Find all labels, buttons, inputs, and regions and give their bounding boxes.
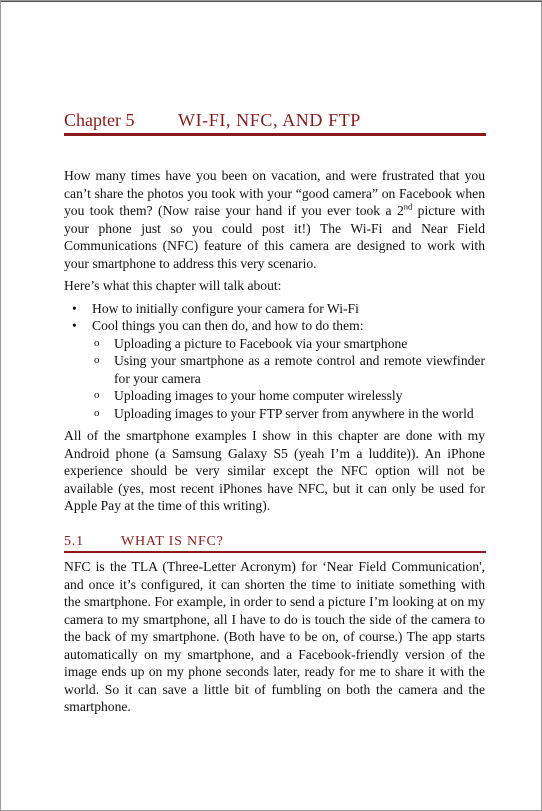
sub-list-item: o Uploading images to your home computer wirelessly — [92, 387, 485, 405]
section-title: WHAT IS NFC? — [121, 534, 224, 549]
chapter-number: Chapter 5 — [64, 110, 135, 130]
ordinal-superscript: nd — [403, 201, 413, 212]
list-item: • How to initially configure your camera for Wi-Fi — [64, 300, 485, 318]
list-item: • Cool things you can then do, and how to do them: o Uploading a picture to Facebook via your smartphone o Using your smartphone as a remote control and remote viewfinder for your camera o Uploading images to your home computer wirelessly o Uploading images to your FTP server from anywhere in the world — [64, 317, 485, 422]
section-text — [64, 558, 485, 716]
page-top-edge — [1, 1, 542, 2]
sub-list-item: o Uploading a picture to Facebook via your smartphone — [92, 335, 485, 353]
chapter-heading — [64, 109, 486, 131]
section-number: 5.1 — [64, 534, 84, 549]
chapter-title: WI-FI, NFC, AND FTP — [178, 110, 361, 130]
intro-paragraph-2: Here’s what this chapter will talk about: — [64, 278, 282, 293]
section-heading-rule — [64, 551, 486, 553]
section-paragraph-1: NFC is the TLA (Three-Letter Acronym) for ‘Near Field Communication', and once it’s configured, it can shorten the time to initiate something with the smartphone. For example, in order to send a picture I’m looking at on my camera to my smartphone, all I have to do is touch the side of the camera to the back of my smartphone. (Both have to be on, of course.) The app starts automatically on my smartphone, and a Facebook-friendly version of the image ends up on my phone seconds later, ready for me to share it with the world. So it can save a little bit of fumbling on both the camera and the smartphone. — [64, 559, 485, 714]
sub-list-item: o Using your smartphone as a remote control and remote viewfinder for your camera — [92, 352, 485, 387]
chapter-topics-list — [64, 300, 485, 423]
intro-text — [64, 167, 485, 520]
intro-paragraph-3: All of the smartphone examples I show in this chapter are done with my Android phone (a Samsung Galaxy S5 (yeah I’m a luddite)). An iPhone experience should be very similar except the NFC option will not be available (yes, most recent iPhones have NFC, but it can only be used for Apple Pay at the time of this writing). — [64, 428, 485, 513]
intro-paragraph-1: How many times have you been on vacation, and were frustrated that you can’t share the photos you took with your “good camera” on Facebook when you took them? (Now raise your hand if you ever took a 2nd picture with your phone just so you could post it!) The Wi-Fi and Near Field Communications (NFC) feature of this camera are designed to work with your smartphone to address this very scenario. — [64, 168, 485, 271]
sub-topics-list — [92, 335, 485, 423]
sub-list-item: o Uploading images to your FTP server from anywhere in the world — [92, 405, 485, 423]
chapter-heading-rule — [64, 133, 486, 136]
